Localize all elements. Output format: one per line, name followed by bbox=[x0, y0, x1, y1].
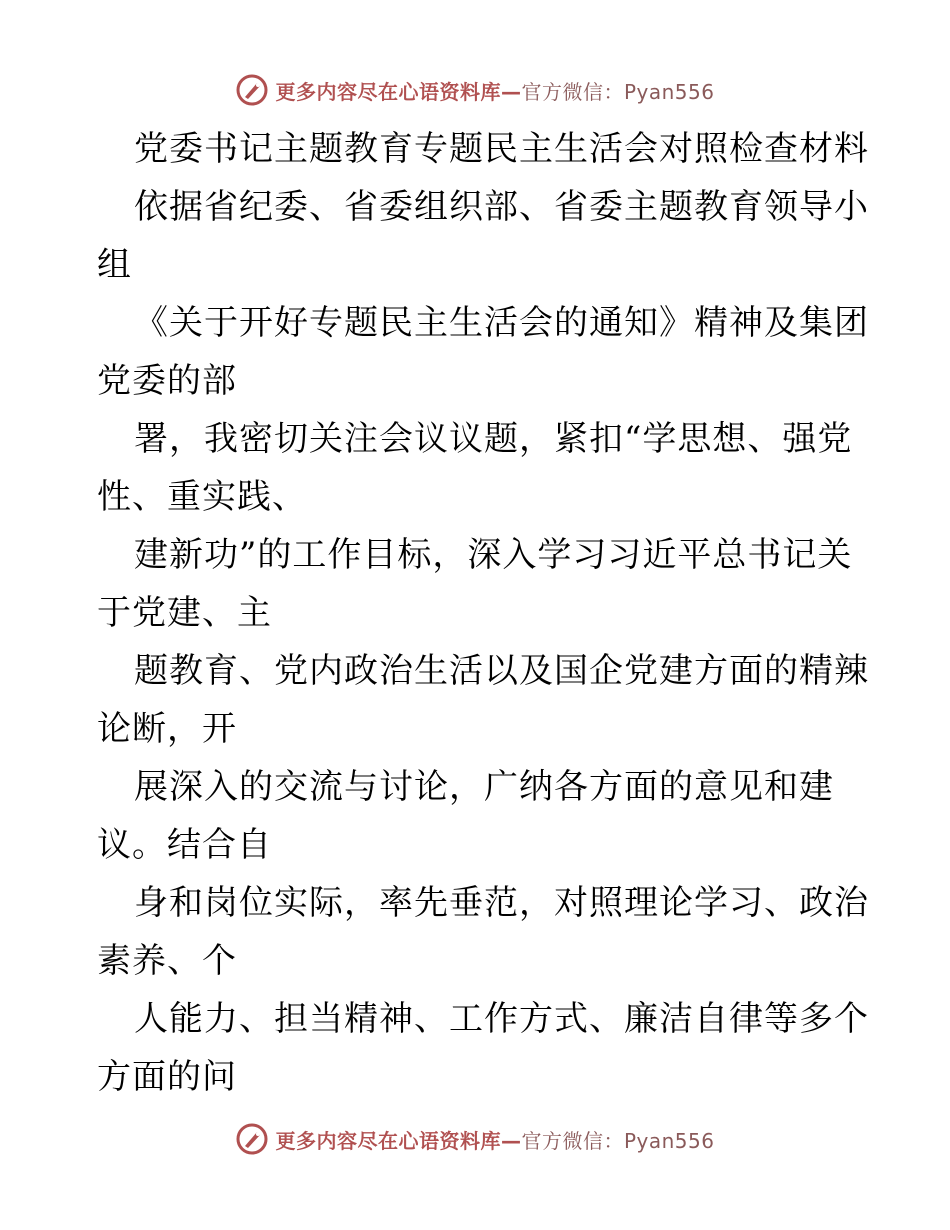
banner-wechat-text: 官方微信：Pyan556 bbox=[521, 79, 715, 104]
document-line: 党委书记主题教育专题民主生活会对照检查材料 bbox=[134, 129, 869, 169]
document-line: 建新功”的工作目标，深入学习习近平总书记关 bbox=[134, 535, 853, 575]
document-line: 身和岗位实际，率先垂范，对照理论学习、政治 bbox=[134, 883, 869, 923]
banner-text bbox=[275, 76, 714, 105]
banner-main-text: 更多内容尽在心语资料库 bbox=[275, 1128, 501, 1153]
document-line: 题教育、党内政治生活以及国企党建方面的精辣 bbox=[134, 651, 869, 691]
document-line: 论断，开 bbox=[97, 709, 237, 749]
document-line: 素养、个 bbox=[97, 941, 237, 981]
banner-text bbox=[275, 1125, 714, 1154]
pen-nib-circle-icon bbox=[235, 73, 269, 107]
banner-dash: — bbox=[500, 79, 522, 104]
pen-nib-circle-icon bbox=[235, 1122, 269, 1156]
document-line: 人能力、担当精神、工作方式、廉洁自律等多个 bbox=[134, 999, 869, 1039]
document-line: 署，我密切关注会议议题，紧扣“学思想、强党 bbox=[134, 419, 853, 459]
document-line: 性、重实践、 bbox=[97, 477, 307, 517]
document-line: 组 bbox=[97, 245, 132, 285]
footer-banner bbox=[0, 1119, 950, 1159]
document-line: 《关于开好专题民主生活会的通知》精神及集团 bbox=[134, 303, 869, 343]
document-line: 方面的问 bbox=[97, 1057, 237, 1097]
document-line: 展深入的交流与讨论，广纳各方面的意见和建 bbox=[134, 767, 834, 807]
header-banner bbox=[0, 70, 950, 110]
document-line: 依据省纪委、省委组织部、省委主题教育领导小 bbox=[134, 187, 869, 227]
document-line: 党委的部 bbox=[97, 361, 237, 401]
document-line: 于党建、主 bbox=[97, 593, 272, 633]
banner-dash: — bbox=[500, 1128, 522, 1153]
document-line: 议。结合自 bbox=[97, 825, 272, 865]
banner-wechat-text: 官方微信：Pyan556 bbox=[521, 1128, 715, 1153]
banner-main-text: 更多内容尽在心语资料库 bbox=[275, 79, 501, 104]
